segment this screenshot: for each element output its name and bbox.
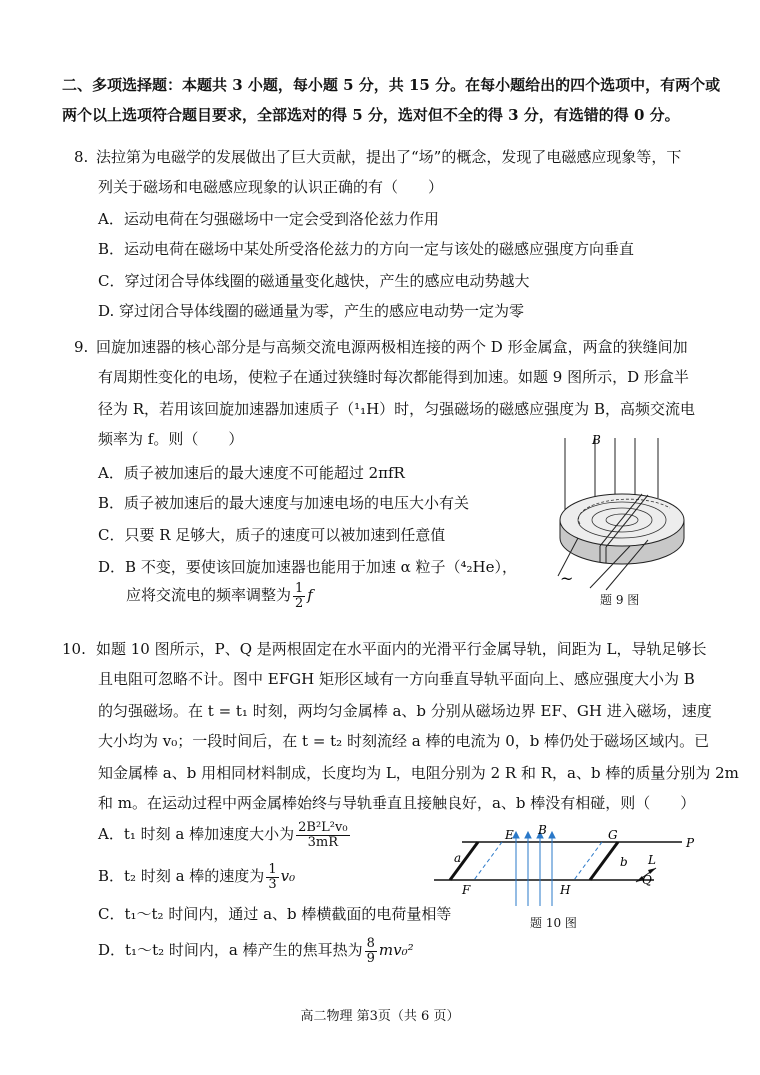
q8-stem-line2: 列关于磁场和电磁感应现象的认识正确的有（ ） xyxy=(98,178,444,196)
fig10-label-b-rod: b xyxy=(620,855,628,869)
figure-10-rails xyxy=(432,824,702,912)
fig10-label-f: F xyxy=(462,883,471,897)
q10-option-d-tail: mv₀² xyxy=(378,941,414,959)
q10-option-b-tail: v₀ xyxy=(280,867,296,885)
figure-10-caption: 题 10 图 xyxy=(530,916,577,930)
q10-stem-line3: 的匀强磁场。在 t = t₁ 时刻，两均匀金属棒 a、b 分别从磁场边界 EF、GH 进入磁场，速度 xyxy=(98,702,712,720)
fig10-label-h: H xyxy=(560,883,571,897)
fig10-label-a: a xyxy=(454,851,462,865)
section-header-line1: 二、多项选择题：本题共 3 小题，每小题 5 分，共 15 分。在每小题给出的四个选项中，有两个或 xyxy=(62,76,721,94)
q10-stem-line4: 大小均为 v₀；一段时间后，在 t = t₂ 时刻流经 a 棒的电流为 0，b 棒仍处于磁场区域内。已 xyxy=(98,732,710,750)
fraction-denominator: 3 xyxy=(268,876,277,892)
fraction-numerator: 2B²L²v₀ xyxy=(298,819,348,835)
fraction-denominator: 9 xyxy=(366,950,375,966)
q10-option-b-text: B．t₂ 时刻 a 棒的速度为 xyxy=(98,867,265,885)
q8-number: 8. xyxy=(74,148,89,166)
q10-option-d xyxy=(98,934,414,966)
q9-option-d-text: 应将交流电的频率调整为 xyxy=(126,586,292,604)
q10-option-a xyxy=(98,818,352,850)
q8-option-b: B．运动电荷在磁场中某处所受洛伦兹力的方向一定与该处的磁感应强度方向垂直 xyxy=(98,240,635,258)
q10-stem-line6: 和 m。在运动过程中两金属棒始终与导轨垂直且接触良好，a、b 棒没有相碰，则（ ） xyxy=(98,794,696,812)
rod-b xyxy=(590,842,618,880)
page-footer: 高二物理 第3页（共 6 页） xyxy=(300,1009,460,1024)
fig10-label-l: L xyxy=(648,853,656,867)
fig10-label-p: P xyxy=(686,836,695,850)
q9-option-d-tail: f xyxy=(307,586,313,604)
q9-option-d-line1: D．B 不变，要使该回旋加速器也能用于加速 α 粒子（⁴₂He）， xyxy=(98,558,517,576)
fig9-label-b: B xyxy=(592,433,601,447)
fig10-label-q: Q xyxy=(642,873,652,887)
q10-option-a-text: A．t₁ 时刻 a 棒加速度大小为 xyxy=(98,825,295,843)
figure-9-caption: 题 9 图 xyxy=(600,593,640,607)
q9-number: 9. xyxy=(74,338,89,356)
q10-option-c: C．t₁～t₂ 时间内，通过 a、b 棒横截面的电荷量相等 xyxy=(98,905,452,923)
q10-stem-line1: 如题 10 图所示，P、Q 是两根固定在水平面内的光滑平行金属导轨，间距为 L，导轨足够长 xyxy=(96,640,707,658)
q10-option-a-fraction xyxy=(296,821,349,850)
boundary-gh xyxy=(574,842,602,880)
field-arrows xyxy=(513,832,555,906)
q9-option-a: A．质子被加速后的最大速度不可能超过 2πfR xyxy=(98,464,405,482)
fig10-label-e: E xyxy=(505,828,514,842)
q9-stem-line2: 有周期性变化的电场，使粒子在通过狭缝时每次都能得到加速。如题 9 图所示，D 形盒半 xyxy=(98,368,689,386)
section-header-line2: 两个以上选项符合题目要求，全部选对的得 5 分，选对但不全的得 3 分，有选错的得 0 分。 xyxy=(62,106,680,124)
q8-option-c: C．穿过闭合导体线圈的磁通量变化越快，产生的感应电动势越大 xyxy=(98,272,530,290)
q8-option-d: D. 穿过闭合导体线圈的磁通量为零，产生的感应电动势一定为零 xyxy=(98,302,525,320)
fraction-numerator: 8 xyxy=(366,935,375,951)
q10-option-b xyxy=(98,860,295,892)
ac-source-symbol: ~ xyxy=(560,569,574,588)
fraction-denominator: 2 xyxy=(295,595,304,611)
q9-stem-line4: 频率为 f。则（ ） xyxy=(98,430,244,448)
q10-option-d-text: D．t₁～t₂ 时间内，a 棒产生的焦耳热为 xyxy=(98,941,363,959)
fraction-numerator: 1 xyxy=(295,580,304,596)
q8-stem-line1: 法拉第为电磁学的发展做出了巨大贡献，提出了“场”的概念，发现了电磁感应现象等，下 xyxy=(96,148,682,166)
q9-stem-line3: 径为 R，若用该回旋加速器加速质子（¹₁H）时，匀强磁场的磁感应强度为 B，高频交流电 xyxy=(98,400,695,418)
q10-number: 10. xyxy=(62,640,86,658)
q10-stem-line2: 且电阻可忽略不计。图中 EFGH 矩形区域有一方向垂直导轨平面向上、感应强度大小为 B xyxy=(98,670,695,688)
q9-stem-line1: 回旋加速器的核心部分是与高频交流电源两极相连接的两个 D 形金属盒，两盒的狭缝间加 xyxy=(96,338,688,356)
fraction-numerator: 1 xyxy=(268,861,277,877)
q10-option-b-fraction xyxy=(266,863,278,892)
figure-9-cyclotron xyxy=(530,428,700,598)
q9-option-d-line2 xyxy=(126,580,313,611)
q9-option-b: B．质子被加速后的最大速度与加速电场的电压大小有关 xyxy=(98,494,470,512)
q8-option-a: A．运动电荷在匀强磁场中一定会受到洛伦兹力作用 xyxy=(98,210,439,228)
q10-stem-line5: 知金属棒 a、b 用相同材料制成，长度均为 L，电阻分别为 2 R 和 R，a、b 棒的质量分别为 2m xyxy=(98,764,739,782)
q10-option-d-fraction xyxy=(365,937,377,966)
q9-option-d-fraction xyxy=(293,582,305,611)
fig10-label-b: B xyxy=(538,824,547,837)
boundary-ef xyxy=(474,842,502,880)
fraction-denominator: 3mR xyxy=(307,834,339,850)
fig10-label-g: G xyxy=(608,828,618,842)
q9-option-c: C．只要 R 足够大，质子的速度可以被加速到任意值 xyxy=(98,526,446,544)
